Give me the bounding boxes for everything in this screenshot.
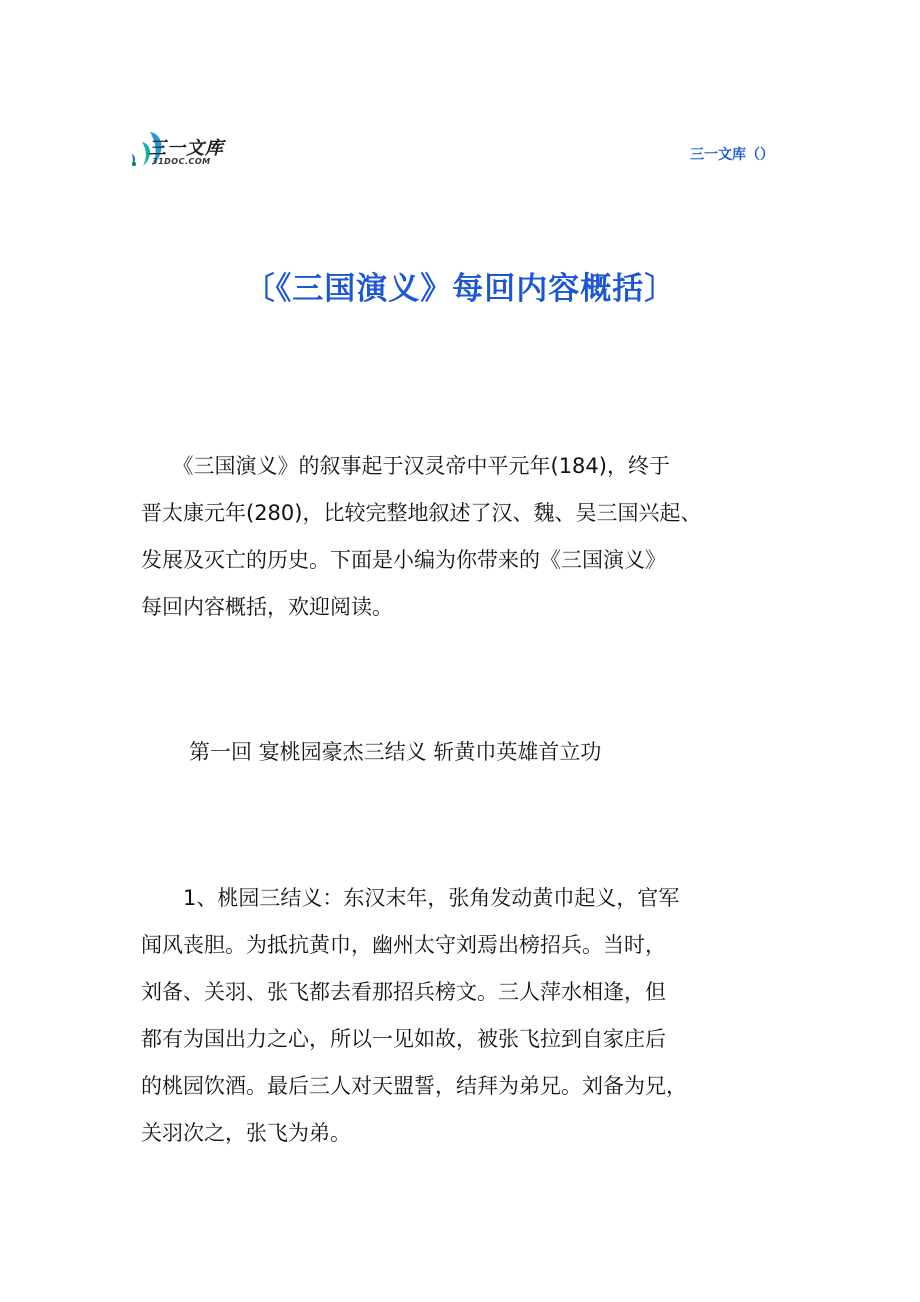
site-logo[interactable] xyxy=(128,128,258,172)
section-line: 关羽次之，张飞为弟。 xyxy=(141,1121,351,1145)
section-line: 1、桃园三结义：东汉末年，张角发动黄巾起义，官军 xyxy=(141,886,680,910)
intro-paragraph xyxy=(141,443,791,631)
section-line: 的桃园饮酒。最后三人对天盟誓，结拜为弟兄。刘备为兄， xyxy=(141,1074,687,1098)
chapter-heading: 第一回 宴桃园豪杰三结义 斩黄巾英雄首立功 xyxy=(189,740,602,764)
section-line: 都有为国出力之心，所以一见如故，被张飞拉到自家庄后 xyxy=(141,1027,666,1051)
header-site-link[interactable]: 三一文库（） xyxy=(690,147,774,163)
page-title: 〔《三国演义》每回内容概括〕 xyxy=(243,271,677,307)
section-paragraph xyxy=(141,875,791,1157)
section-line: 刘备、关羽、张飞都去看那招兵榜文。三人萍水相逢，但 xyxy=(141,980,666,1004)
intro-line: 发展及灭亡的历史。下面是小编为你带来的《三国演义》 xyxy=(141,548,666,572)
section-line: 闻风丧胆。为抵抗黄巾，幽州太守刘焉出榜招兵。当时， xyxy=(141,933,666,957)
intro-line: 《三国演义》的叙事起于汉灵帝中平元年(184)，终于 xyxy=(141,454,670,478)
intro-line: 每回内容概括，欢迎阅读。 xyxy=(141,595,393,619)
logo-subtitle: 31DOC.COM xyxy=(152,157,211,166)
intro-line: 晋太康元年(280)，比较完整地叙述了汉、魏、吴三国兴起、 xyxy=(141,501,702,525)
logo-name: 三一文库 xyxy=(148,138,224,159)
